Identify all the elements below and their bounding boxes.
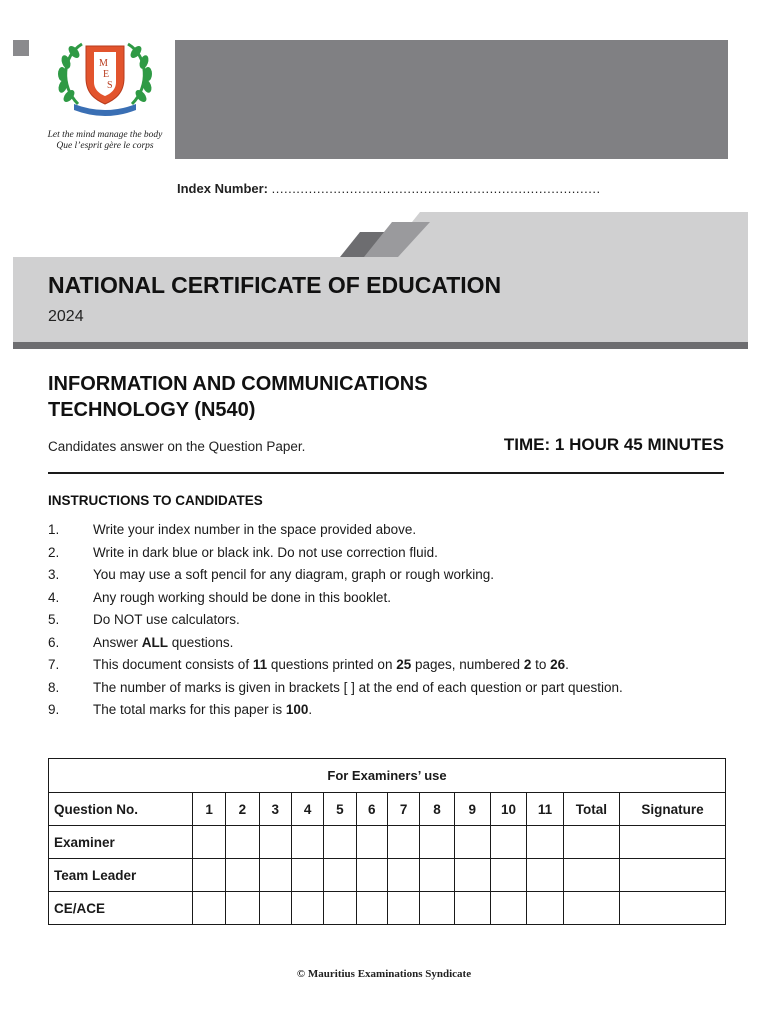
- instruction-item: [48, 587, 728, 610]
- instruction-item: [48, 564, 728, 587]
- instruction-number: 2.: [48, 544, 60, 560]
- question-column-header: 9: [454, 793, 490, 826]
- title-band-underline: [13, 342, 748, 349]
- instruction-text: [93, 609, 240, 632]
- instruction-fragment: Write your index number in the space provided above.: [93, 522, 417, 537]
- mark-cell[interactable]: [454, 859, 490, 892]
- question-column-header: 3: [259, 793, 291, 826]
- instruction-emphasis: 25: [396, 657, 412, 672]
- examiners-table-caption: For Examiners’ use: [49, 759, 726, 793]
- instruction-fragment: to: [531, 657, 551, 672]
- title-band: [13, 257, 748, 342]
- mark-cell[interactable]: [420, 859, 454, 892]
- instruction-item: [48, 632, 728, 655]
- header-band: [175, 40, 728, 159]
- mark-cell[interactable]: [620, 892, 726, 925]
- instruction-emphasis: ALL: [141, 634, 169, 650]
- mark-cell[interactable]: [226, 859, 259, 892]
- instruction-text: [93, 564, 494, 587]
- motto-french: Que l’esprit gère le corps: [56, 141, 154, 151]
- mark-cell[interactable]: [420, 892, 454, 925]
- mark-cell[interactable]: [291, 859, 323, 892]
- row-label: CE/ACE: [49, 892, 193, 925]
- question-column-header: 8: [420, 793, 454, 826]
- exam-year: 2024: [48, 308, 84, 325]
- subject-line-1: INFORMATION AND COMMUNICATIONS: [48, 373, 428, 395]
- mark-cell[interactable]: [324, 826, 356, 859]
- mark-cell[interactable]: [324, 859, 356, 892]
- mark-cell[interactable]: [454, 826, 490, 859]
- title-tab-decoration: [0, 212, 768, 262]
- instruction-number: 1.: [48, 522, 60, 537]
- mark-cell[interactable]: [192, 826, 225, 859]
- instruction-fragment: The number of marks is given in brackets [ ] at the end of each question or part question.: [93, 679, 623, 695]
- question-column-header: 1: [192, 793, 225, 826]
- mark-cell[interactable]: [259, 826, 291, 859]
- instruction-fragment: Any rough working should be done in this booklet.: [93, 589, 391, 605]
- mark-cell[interactable]: [192, 892, 225, 925]
- instruction-emphasis: 26: [550, 657, 566, 672]
- mark-cell[interactable]: [387, 892, 419, 925]
- instruction-item: [48, 519, 728, 542]
- mark-cell[interactable]: [192, 859, 225, 892]
- index-number-line: [177, 181, 601, 196]
- question-column-header: Signature: [620, 793, 726, 826]
- mark-cell[interactable]: [387, 826, 419, 859]
- mark-cell[interactable]: [356, 892, 387, 925]
- instruction-item: [48, 699, 728, 722]
- index-number-field[interactable]: ................................................................................: [271, 181, 601, 196]
- row-label: Team Leader: [49, 859, 193, 892]
- instruction-item: [48, 677, 728, 700]
- instruction-text: [93, 542, 438, 565]
- instruction-number: 6.: [48, 634, 60, 650]
- mark-cell[interactable]: [563, 859, 619, 892]
- instruction-fragment: questions printed on: [267, 657, 397, 672]
- mark-cell[interactable]: [490, 892, 526, 925]
- instruction-number: 7.: [48, 657, 60, 672]
- index-number-label: Index Number:: [177, 181, 269, 196]
- mark-cell[interactable]: [527, 859, 563, 892]
- instruction-text: [93, 677, 623, 700]
- exam-title: NATIONAL CERTIFICATE OF EDUCATION: [48, 272, 502, 298]
- instruction-fragment: This document consists of: [93, 657, 253, 672]
- instruction-text: [93, 654, 569, 677]
- logo-motto: [40, 130, 170, 152]
- instruction-text: [93, 632, 233, 655]
- mark-cell[interactable]: [563, 892, 619, 925]
- question-no-header: Question No.: [49, 793, 193, 826]
- instruction-fragment: questions.: [168, 634, 234, 650]
- mark-cell[interactable]: [620, 826, 726, 859]
- mark-cell[interactable]: [356, 826, 387, 859]
- question-column-header: 7: [387, 793, 419, 826]
- mark-cell[interactable]: [387, 859, 419, 892]
- examiners-table-header-row: [49, 793, 726, 826]
- instruction-number: 3.: [48, 567, 60, 582]
- instruction-text: [93, 699, 312, 722]
- mark-cell[interactable]: [563, 826, 619, 859]
- mark-cell[interactable]: [620, 859, 726, 892]
- svg-text:E: E: [103, 69, 110, 80]
- mark-cell[interactable]: [291, 826, 323, 859]
- question-column-header: Total: [563, 793, 619, 826]
- instruction-emphasis: 2: [523, 657, 532, 672]
- question-column-header: 5: [324, 793, 356, 826]
- subject-line-2: TECHNOLOGY (N540): [48, 399, 256, 421]
- table-row: [49, 859, 726, 892]
- table-row: [49, 826, 726, 859]
- instruction-number: 9.: [48, 702, 60, 717]
- mes-logo: [40, 38, 170, 158]
- instruction-text: [93, 587, 391, 610]
- question-column-header: 10: [490, 793, 526, 826]
- instruction-fragment: Do NOT use calculators.: [93, 612, 240, 627]
- question-column-header: 6: [356, 793, 387, 826]
- copyright-footer: © Mauritius Examinations Syndicate: [296, 968, 472, 980]
- instructions-list: [48, 519, 728, 722]
- instructions-heading: INSTRUCTIONS TO CANDIDATES: [48, 493, 263, 508]
- mark-cell[interactable]: [291, 892, 323, 925]
- divider-rule: [48, 472, 724, 474]
- instruction-item: [48, 609, 728, 632]
- question-column-header: 4: [291, 793, 323, 826]
- instruction-text: [93, 519, 416, 542]
- subject-title: [48, 371, 688, 423]
- exam-time: TIME: 1 HOUR 45 MINUTES: [503, 435, 724, 454]
- mark-cell[interactable]: [454, 892, 490, 925]
- mark-cell[interactable]: [527, 826, 563, 859]
- mark-cell[interactable]: [259, 892, 291, 925]
- mark-cell[interactable]: [259, 859, 291, 892]
- mark-cell[interactable]: [226, 892, 259, 925]
- instruction-emphasis: 100: [285, 702, 309, 717]
- instruction-number: 4.: [48, 589, 60, 605]
- mark-cell[interactable]: [490, 826, 526, 859]
- instruction-fragment: Answer: [93, 634, 142, 650]
- row-label: Examiner: [49, 826, 193, 859]
- mark-cell[interactable]: [527, 892, 563, 925]
- candidates-note: Candidates answer on the Question Paper.: [48, 439, 306, 454]
- motto-english: Let the mind manage the body: [47, 130, 163, 140]
- mes-crest-icon: [52, 38, 158, 128]
- instruction-number: 5.: [48, 612, 60, 627]
- svg-text:S: S: [107, 80, 113, 91]
- instruction-fragment: .: [565, 657, 569, 672]
- instruction-fragment: You may use a soft pencil for any diagram, graph or rough working.: [93, 567, 494, 582]
- svg-text:M: M: [99, 58, 108, 69]
- instruction-fragment: Write in dark blue or black ink. Do not use correction fluid.: [93, 544, 438, 560]
- question-column-header: 11: [527, 793, 563, 826]
- mark-cell[interactable]: [356, 859, 387, 892]
- mark-cell[interactable]: [490, 859, 526, 892]
- instruction-number: 8.: [48, 679, 60, 695]
- instruction-fragment: .: [308, 702, 313, 717]
- mark-cell[interactable]: [324, 892, 356, 925]
- corner-marker: [13, 40, 29, 56]
- instruction-emphasis: 11: [252, 657, 268, 672]
- instruction-fragment: The total marks for this paper is: [93, 702, 286, 717]
- table-row: [49, 892, 726, 925]
- mark-cell[interactable]: [420, 826, 454, 859]
- mark-cell[interactable]: [226, 826, 259, 859]
- instruction-item: [48, 542, 728, 565]
- instruction-fragment: pages, numbered: [411, 657, 524, 672]
- instruction-item: [48, 654, 728, 677]
- question-column-header: 2: [226, 793, 259, 826]
- examiners-table: [48, 758, 726, 925]
